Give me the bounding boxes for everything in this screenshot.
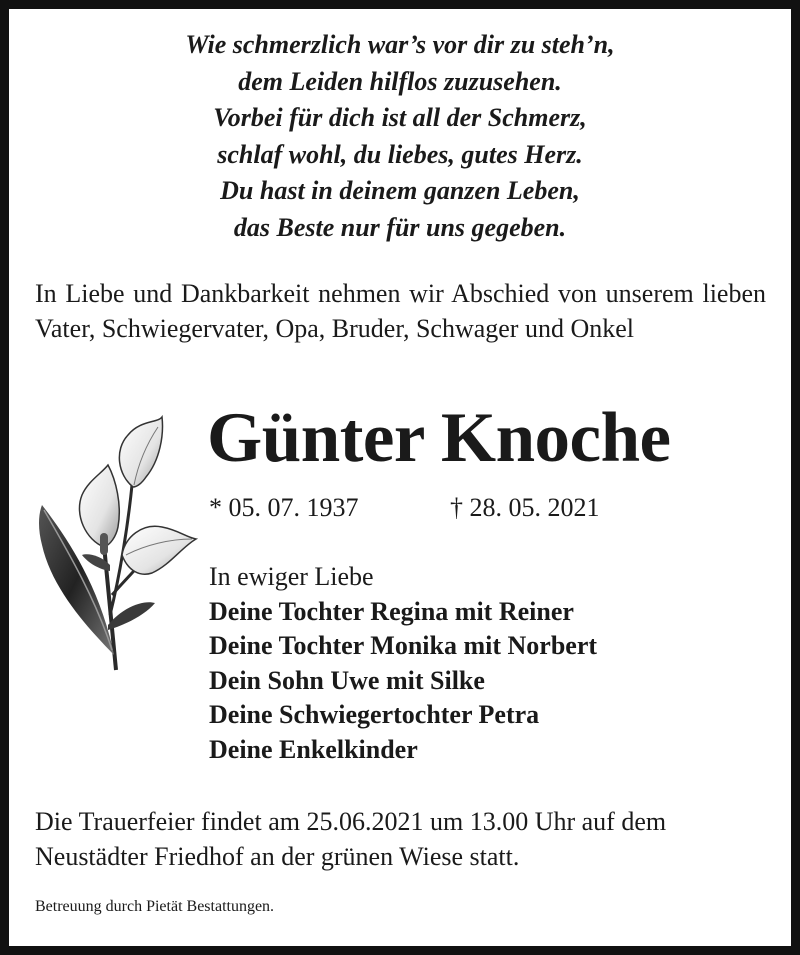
mourner-line: Deine Tochter Regina mit Reiner bbox=[209, 596, 574, 626]
calla-lily-icon bbox=[30, 415, 200, 675]
poem-line: Vorbei für dich ist all der Schmerz, bbox=[213, 103, 587, 132]
poem-line: Wie schmerzlich war’s vor dir zu steh’n, bbox=[185, 30, 615, 59]
funeral-ceremony-notice bbox=[35, 804, 666, 874]
poem-line: dem Leiden hilflos zuzusehen. bbox=[238, 66, 562, 96]
birth-date: * 05. 07. 1937 bbox=[209, 493, 359, 522]
ceremony-line: Die Trauerfeier findet am 25.06.2021 um 13.00 Uhr auf dem bbox=[35, 807, 667, 836]
mourner-line: Deine Enkelkinder bbox=[209, 734, 418, 764]
deceased-name: Günter Knoche bbox=[207, 399, 671, 477]
ceremony-line: Neustädter Friedhof an der grünen Wiese statt. bbox=[35, 842, 520, 871]
memorial-poem bbox=[20, 27, 780, 246]
mourners-list bbox=[209, 560, 597, 767]
mourners-heading: In ewiger Liebe bbox=[209, 562, 374, 591]
death-date: † 28. 05. 2021 bbox=[450, 493, 600, 522]
farewell-intro: In Liebe und Dankbarkeit nehmen wir Abschied von unserem lieben Vater, Schwiegervater, Opa, Bruder, Schwager und Onkel bbox=[35, 279, 766, 343]
mourner-line: Deine Tochter Monika mit Norbert bbox=[209, 631, 598, 660]
poem-line: Du hast in deinem ganzen Leben, bbox=[220, 176, 580, 205]
poem-line: das Beste nur für uns gegeben. bbox=[233, 212, 567, 242]
mourner-line: Dein Sohn Uwe mit Silke bbox=[209, 665, 485, 695]
mourner-line: Deine Schwiegertochter Petra bbox=[209, 700, 540, 729]
poem-line: schlaf wohl, du liebes, gutes Herz. bbox=[217, 139, 583, 169]
funeral-home-credit: Betreuung durch Pietät Bestattungen. bbox=[35, 898, 275, 915]
